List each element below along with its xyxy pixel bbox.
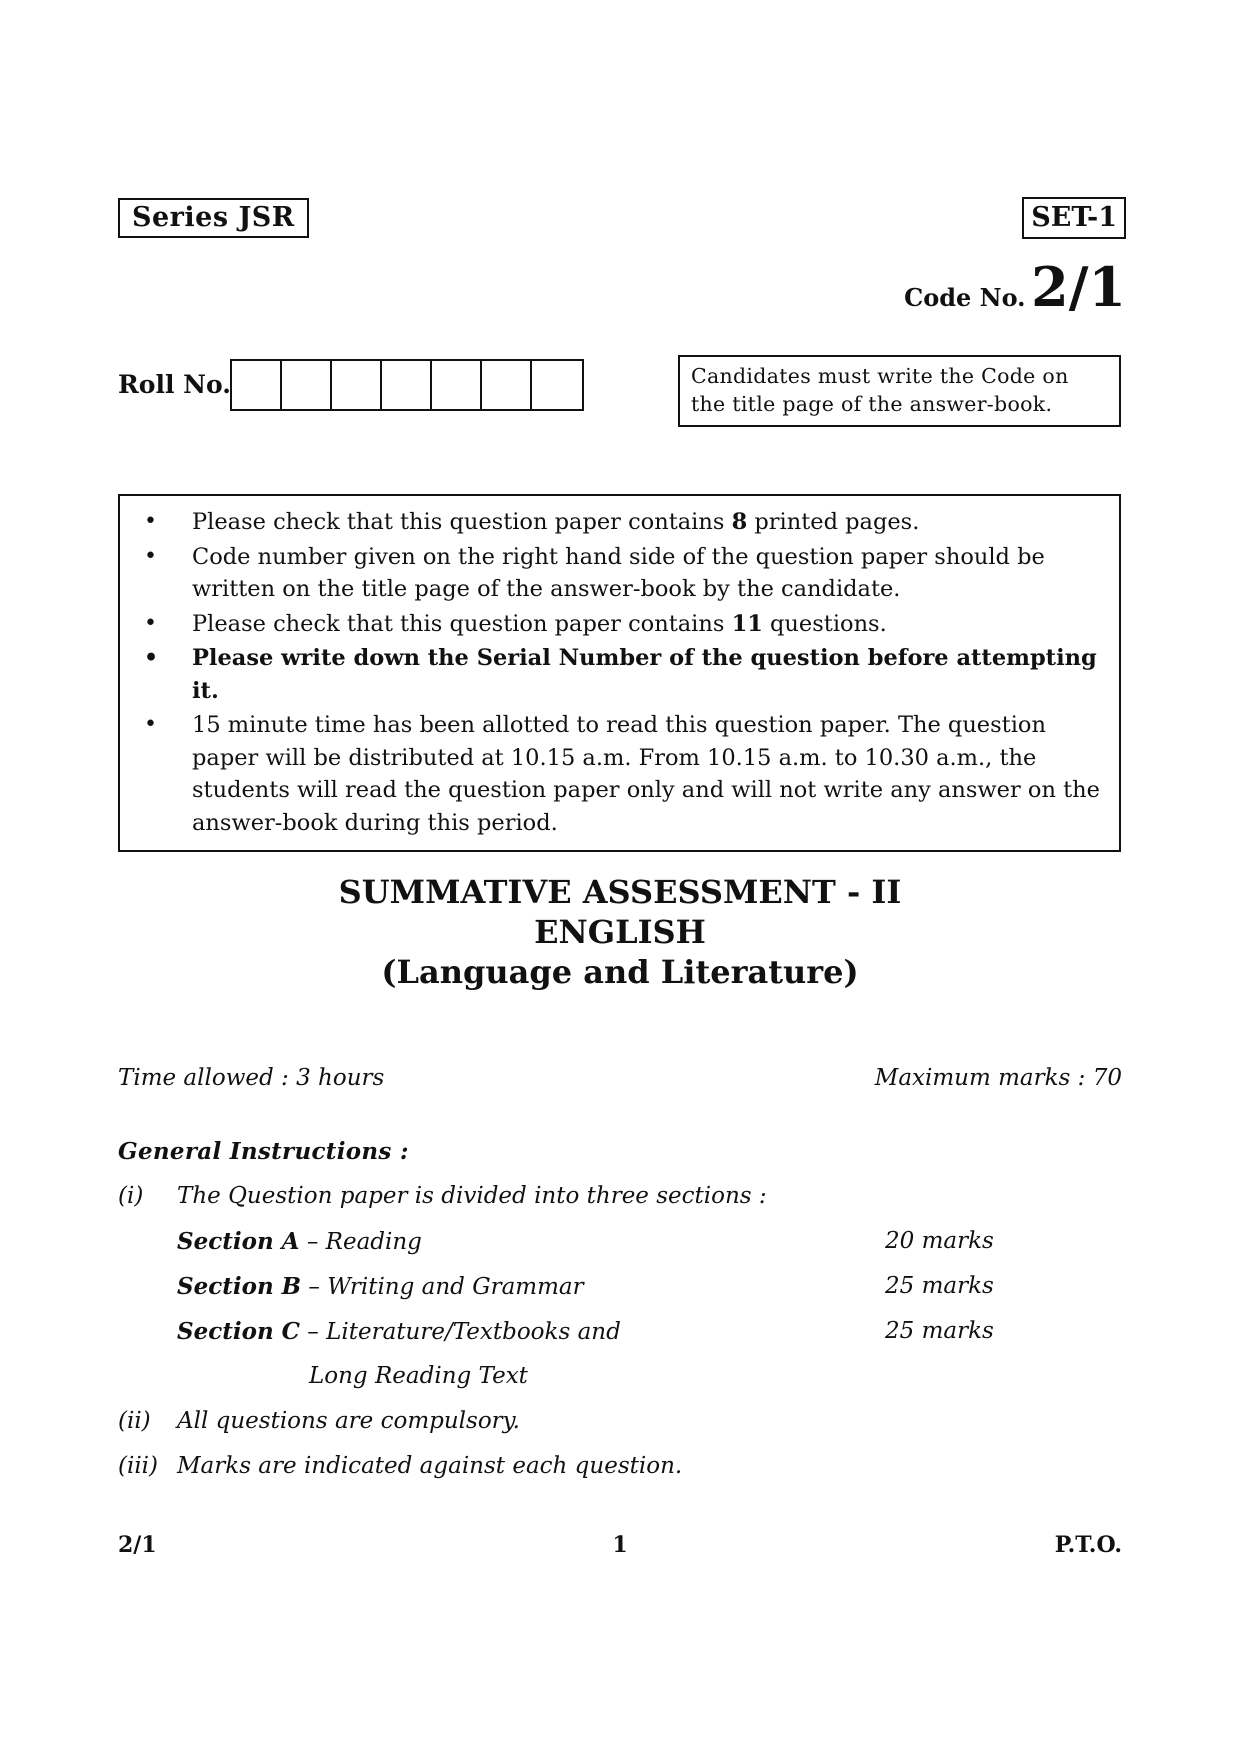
section-c-continuation: Long Reading Text bbox=[309, 1363, 528, 1389]
general-instructions-heading: General Instructions : bbox=[118, 1138, 409, 1165]
code-label: Code No. bbox=[904, 283, 1026, 312]
item-text: The Question paper is divided into three sections : bbox=[177, 1183, 767, 1209]
section-label: Section B bbox=[177, 1273, 302, 1300]
maximum-marks: Maximum marks : 70 bbox=[874, 1065, 1122, 1091]
item-number: (i) bbox=[118, 1183, 144, 1209]
time-allowed: Time allowed : 3 hours bbox=[118, 1065, 385, 1091]
instruction-item: • Code number given on the right hand side of the question paper should be written on the title page of the answer-book by the candidate. bbox=[132, 541, 1105, 606]
section-desc: – Writing and Grammar bbox=[301, 1274, 584, 1300]
roll-number-box bbox=[382, 361, 432, 409]
section-marks: 20 marks bbox=[885, 1228, 994, 1254]
section-b-row bbox=[177, 1273, 584, 1300]
please-turn-over: P.T.O. bbox=[1054, 1532, 1122, 1558]
instruction-item: • Please check that this question paper contains 11 questions. bbox=[132, 608, 1105, 641]
item-number: (ii) bbox=[118, 1408, 151, 1434]
instruction-item: • Please check that this question paper contains 8 printed pages. bbox=[132, 506, 1105, 539]
code-number-line bbox=[904, 255, 1126, 319]
section-a-row bbox=[177, 1228, 422, 1255]
section-marks: 25 marks bbox=[885, 1273, 994, 1299]
roll-number-box bbox=[332, 361, 382, 409]
title-line: (Language and Literature) bbox=[381, 953, 859, 991]
section-label: Section A bbox=[177, 1228, 300, 1255]
set-label: SET-1 bbox=[1022, 197, 1126, 239]
roll-number-box bbox=[432, 361, 482, 409]
section-c-row bbox=[177, 1318, 621, 1345]
title-line: SUMMATIVE ASSESSMENT - II bbox=[338, 873, 902, 911]
code-number: 2/1 bbox=[1031, 255, 1126, 319]
instruction-item: • 15 minute time has been allotted to read this question paper. The question paper will be distributed at 10.15 a.m. From 10.15 a.m. to 10.30 a.m., the students will read the question paper only and will not write any answer on the answer-book during this period. bbox=[132, 709, 1105, 839]
section-marks: 25 marks bbox=[885, 1318, 994, 1344]
instruction-item: • Please write down the Serial Number of the question before attempting it. bbox=[132, 642, 1105, 707]
roll-number-label: Roll No. bbox=[118, 370, 231, 399]
roll-number-box bbox=[532, 361, 582, 409]
roll-number-box bbox=[282, 361, 332, 409]
item-number: (iii) bbox=[118, 1453, 159, 1479]
item-text: Marks are indicated against each question. bbox=[177, 1453, 683, 1479]
section-desc: – Reading bbox=[299, 1229, 422, 1255]
paper-title bbox=[0, 872, 1240, 992]
item-text: All questions are compulsory. bbox=[177, 1408, 520, 1434]
roll-number-box bbox=[482, 361, 532, 409]
series-label: Series JSR bbox=[118, 198, 309, 238]
roll-number-box bbox=[232, 361, 282, 409]
section-desc: – Literature/Textbooks and bbox=[300, 1319, 621, 1345]
instructions-list bbox=[132, 506, 1105, 839]
roll-number-grid bbox=[230, 359, 584, 411]
instructions-box bbox=[118, 494, 1121, 852]
page-number: 1 bbox=[612, 1532, 628, 1558]
candidates-note: Candidates must write the Code on the title page of the answer-book. bbox=[678, 355, 1121, 427]
title-line: ENGLISH bbox=[534, 913, 706, 951]
section-label: Section C bbox=[177, 1318, 300, 1345]
footer-code: 2/1 bbox=[118, 1532, 157, 1558]
